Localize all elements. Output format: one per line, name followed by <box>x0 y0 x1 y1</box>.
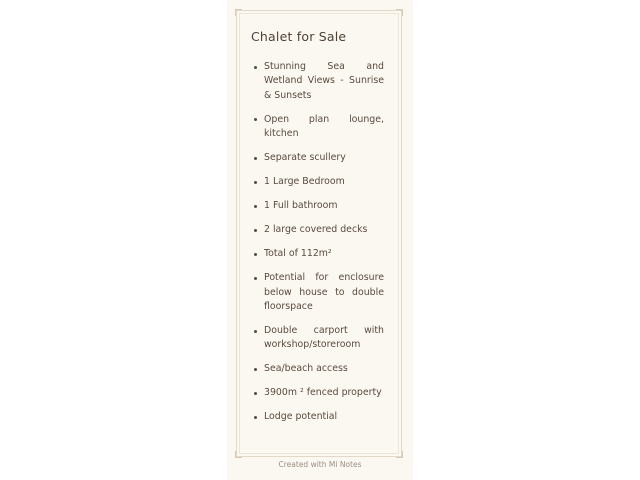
list-item: Lodge potential <box>252 410 384 424</box>
list-item: 3900m ² fenced property <box>252 386 384 400</box>
list-item: Open plan lounge, kitchen <box>252 113 384 142</box>
list-item: Sea/beach access <box>252 362 384 376</box>
corner-ornament <box>396 9 403 16</box>
list-item: Potential for enclosure below house to double floorspace <box>252 271 384 314</box>
note-title: Chalet for Sale <box>251 29 347 44</box>
list-item: 1 Large Bedroom <box>252 175 384 189</box>
list-item: Double carport with workshop/storeroom <box>252 324 384 353</box>
list-item: 2 large covered decks <box>252 223 384 237</box>
list-item: Separate scullery <box>252 151 384 165</box>
corner-ornament <box>396 451 403 458</box>
list-item: 1 Full bathroom <box>252 199 384 213</box>
list-item: Stunning Sea and Wetland Views - Sunrise & Sunsets <box>252 60 384 103</box>
list-item: Total of 112m² <box>252 247 384 261</box>
footer-credit: Created with Mi Notes <box>278 460 362 469</box>
corner-ornament <box>235 9 242 16</box>
corner-ornament <box>235 451 242 458</box>
feature-list <box>252 60 384 434</box>
